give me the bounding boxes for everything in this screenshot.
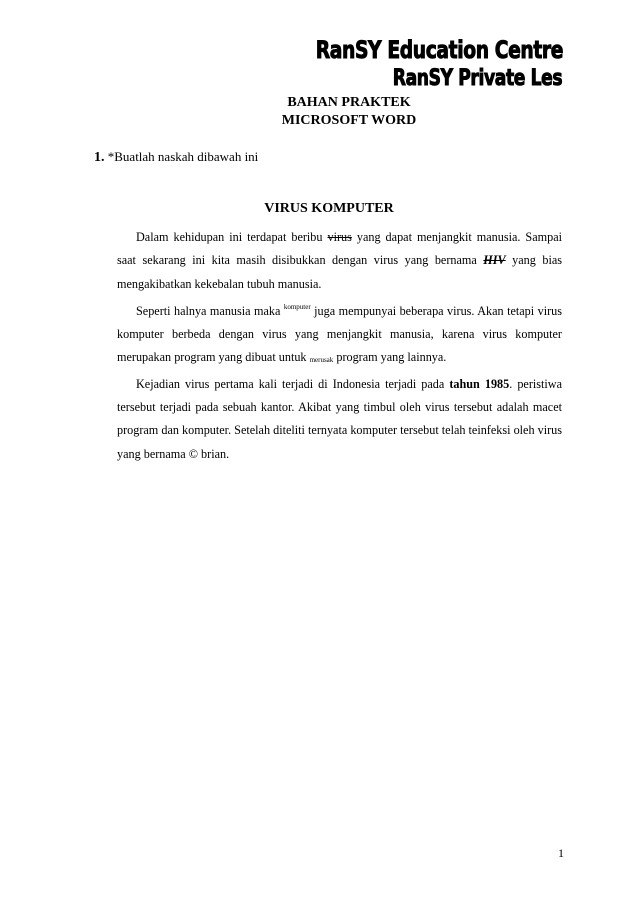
task-text: *Buatlah naskah dibawah ini xyxy=(104,149,259,164)
header-line-2: MICROSOFT WORD xyxy=(281,113,417,128)
p2-text-a: Seperti halnya manusia maka xyxy=(136,303,284,318)
article-title xyxy=(0,201,638,217)
paragraph-1 xyxy=(117,226,562,296)
p2-text-c: program yang lainnya. xyxy=(333,350,447,365)
header-line-1: BAHAN PRAKTEK xyxy=(287,95,411,110)
p1-text-b: yang dapat menjangkit manusia. Sampai saat sekarang ini kita masih disibukkan dengan virus yang bernama xyxy=(117,230,562,268)
p1-text-a: Dalam kehidupan ini terdapat beribu xyxy=(136,230,328,244)
document-header xyxy=(0,94,638,130)
article-title-text: VIRUS KOMPUTER xyxy=(264,201,394,216)
logo-private-les: RanSY Private Les xyxy=(392,66,562,91)
task-number: 1. xyxy=(94,150,105,165)
p3-text-b: . peristiwa tersebut terjadi pada sebuah kantor. Akibat yang timbul oleh virus tersebut adalah macet program dan komputer. Setelah diteliti ternyata komputer tersebut telah teinfeksi oleh virus yang bernama © brian. xyxy=(117,376,562,461)
p1-hiv-word: HIV xyxy=(483,253,506,268)
p2-text-b: juga mempunyai beberapa virus. Akan tetapi virus komputer berbeda dengan virus yang menjangkit manusia, karena virus komputer merupakan program yang dibuat untuk xyxy=(117,303,563,365)
p3-text-a: Kejadian virus pertama kali terjadi di Indonesia terjadi pada xyxy=(136,376,450,391)
p2-subscript-word: merusak xyxy=(309,356,334,365)
p2-superscript-word: komputer xyxy=(283,302,311,311)
logo-education-centre: RanSY Education Centre xyxy=(315,36,563,64)
p3-bold-year: tahun 1985 xyxy=(449,376,510,391)
paragraph-2 xyxy=(117,296,562,373)
p1-strikethrough-word: virus xyxy=(327,230,352,244)
page-number: 1 xyxy=(558,846,564,860)
paragraph-3 xyxy=(117,373,562,466)
p1-text-c: yang bias mengakibatkan kekebalan tubuh manusia. xyxy=(117,253,562,291)
article-body xyxy=(117,226,562,466)
task-instruction xyxy=(94,149,258,166)
